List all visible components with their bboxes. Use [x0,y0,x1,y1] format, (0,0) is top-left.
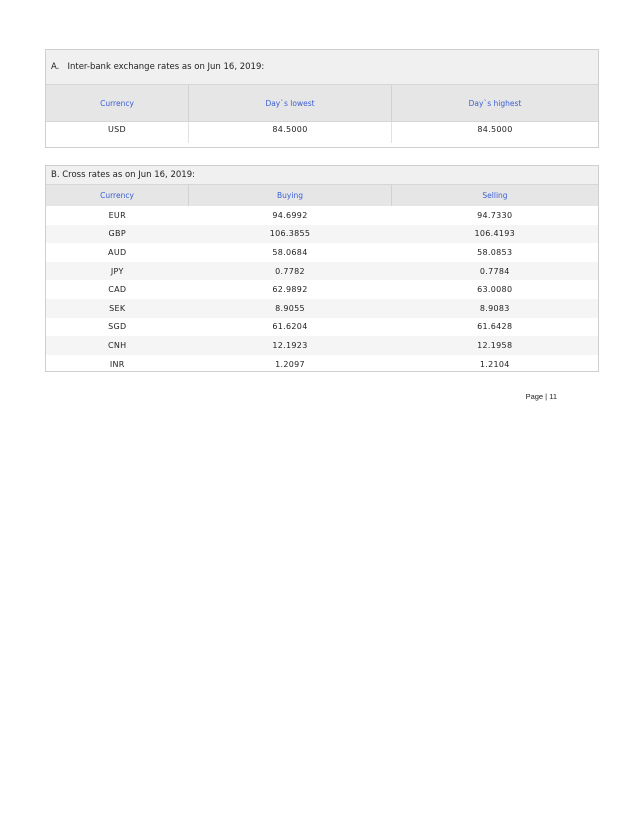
cell-lowest: 84.5000 [189,122,392,144]
cell-buying: 106.3855 [189,225,392,244]
table-row [46,280,598,299]
header-currency: Currency [46,185,189,206]
cell-selling: 106.4193 [392,225,599,244]
table-row [46,225,598,244]
table-row [46,336,598,355]
cell-buying: 62.9892 [272,285,308,295]
cross-rates-section [45,165,599,372]
cross-rates-title: B. Cross rates as on Jun 16, 2019: [46,166,598,185]
cell-buying: 0.7782 [189,262,392,281]
interbank-rates-title: A. Inter-bank exchange rates as on Jun 16, 2019: [46,50,598,85]
cell-highest: 84.5000 [477,125,513,134]
cell-buying: 94.6992 [272,210,308,220]
cell-currency: GBP [46,225,189,244]
header-days-lowest: Day`s lowest [189,85,392,122]
cell-selling: 94.7330 [477,210,513,220]
cell-buying: 61.6204 [272,322,308,332]
cell-currency: EUR [108,210,126,220]
table-header-row [46,185,598,206]
cell-currency: CAD [108,285,127,295]
cell-selling: 12.1958 [392,336,599,355]
cell-buying: 1.2097 [275,359,305,369]
cell-currency: CNH [46,336,189,355]
cell-selling: 58.0853 [477,247,513,257]
cell-selling: 0.7784 [392,262,599,281]
cross-rates-table [46,185,598,373]
cell-currency: AUD [108,247,127,257]
table-row [46,206,598,225]
table-row [46,243,598,262]
cell-buying: 8.9055 [189,299,392,318]
table-row [46,299,598,318]
header-days-highest: Day`s highest [392,85,599,122]
cell-buying: 12.1923 [189,336,392,355]
cell-currency: JPY [46,262,189,281]
cell-selling: 8.9083 [392,299,599,318]
table-row [46,318,598,337]
cell-selling: 63.0080 [477,285,513,295]
cell-selling: 1.2104 [479,359,510,369]
cell-currency: SGD [108,322,127,332]
cell-currency: SEK [46,299,189,318]
table-row [46,122,598,144]
cell-buying: 58.0684 [272,247,308,257]
table-header-row [46,85,598,122]
header-selling: Selling [392,185,599,206]
table-row [46,355,598,374]
cell-currency: INR [109,359,125,369]
page-number: Page | 11 [525,392,557,401]
header-buying: Buying [189,185,392,206]
cell-currency: USD [46,122,189,144]
cell-selling: 61.6428 [477,322,513,332]
interbank-rates-table [46,85,598,143]
interbank-rates-section [45,49,599,148]
table-row [46,262,598,281]
header-currency: Currency [46,85,189,122]
